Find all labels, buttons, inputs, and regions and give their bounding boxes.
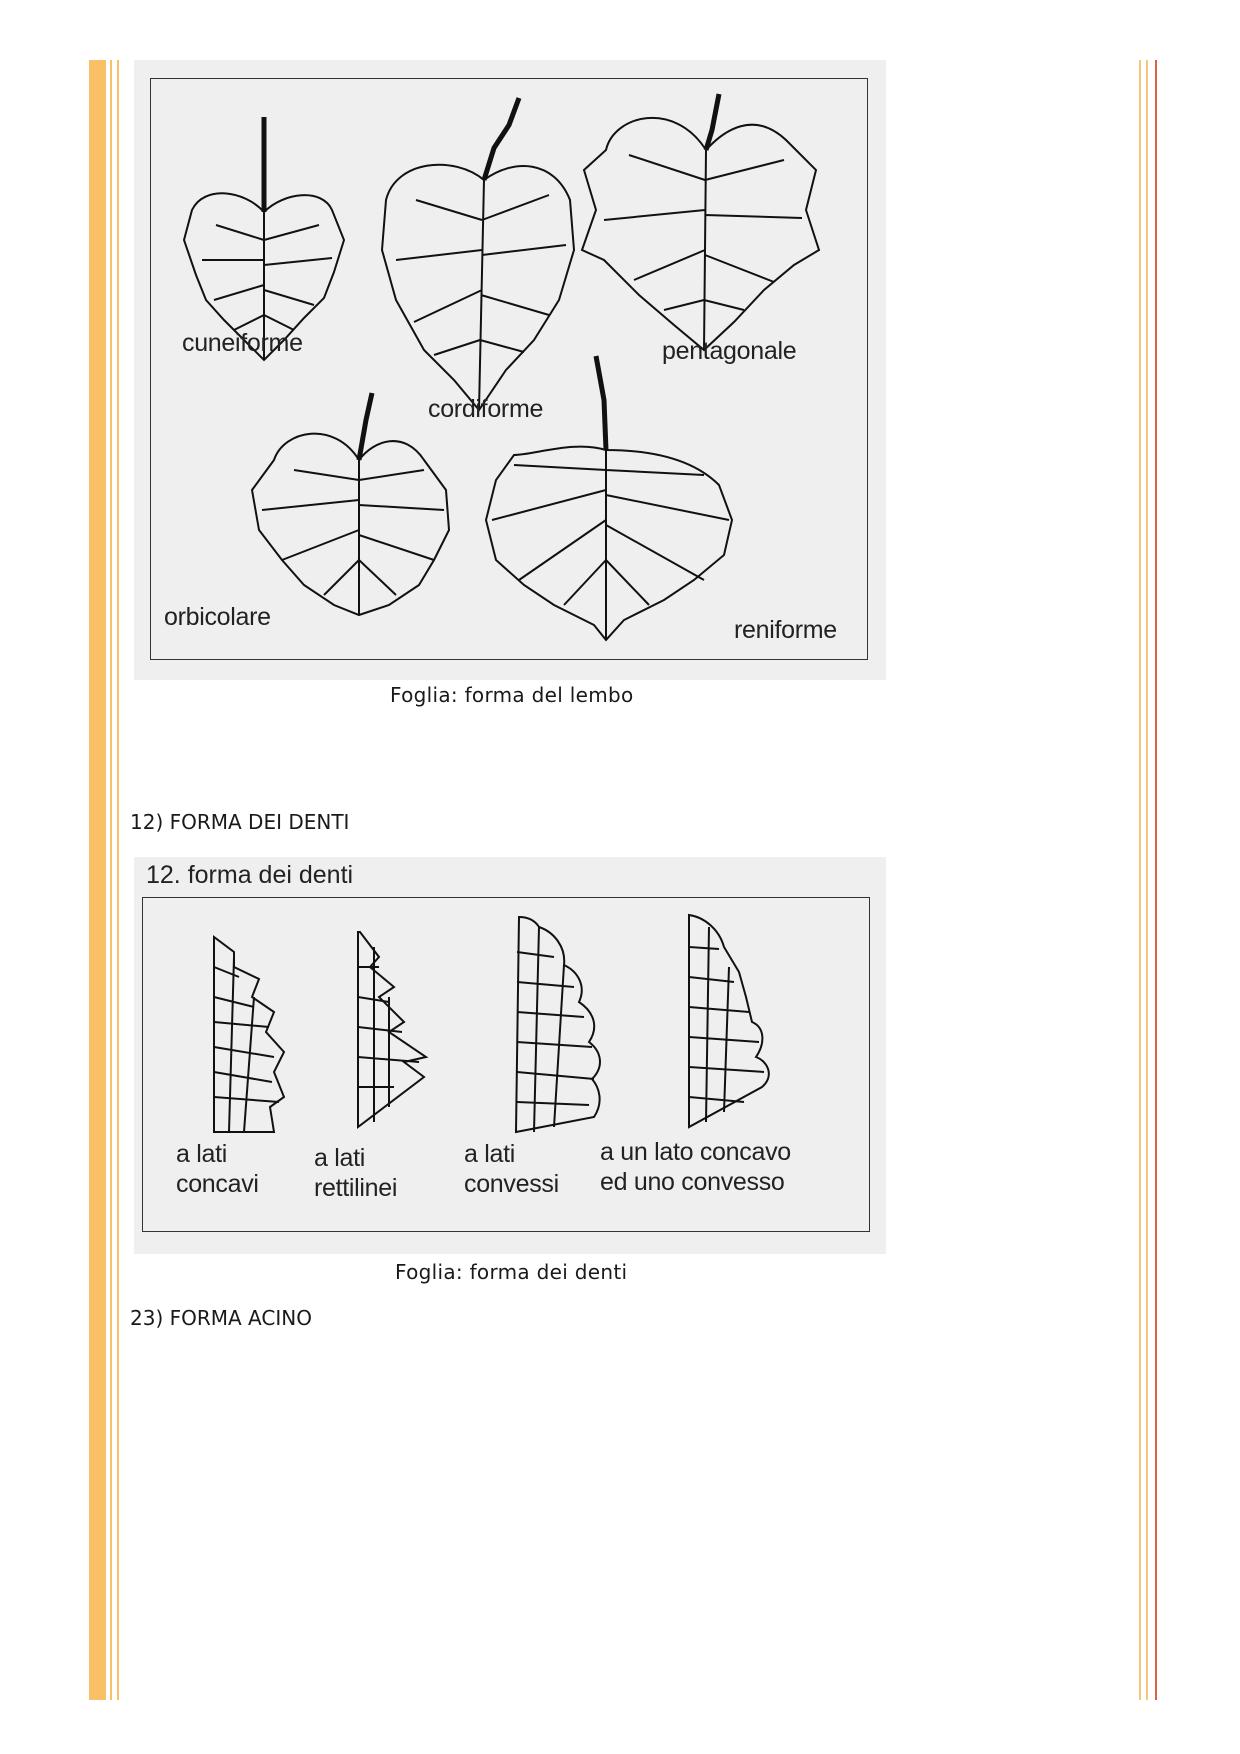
label-a-lati-concavi: a lati concavi — [176, 1140, 259, 1198]
tooth-convessi-drawing — [516, 917, 600, 1132]
figure2-title: 12. forma dei denti — [146, 861, 354, 889]
label-reniforme: reniforme — [734, 616, 837, 644]
left-border-line — [117, 60, 119, 1700]
figure1-caption: Foglia: forma del lembo — [390, 683, 634, 707]
label-lato-concavo-convesso: a un lato concavo ed uno convesso — [600, 1138, 791, 1196]
label-pentagonale: pentagonale — [662, 337, 797, 365]
leaf-shape-figure — [134, 60, 886, 680]
leaf-drawings — [134, 60, 886, 680]
left-border-thick — [89, 60, 106, 1700]
right-border-line — [1139, 60, 1141, 1700]
right-border-line-red — [1155, 60, 1157, 1700]
figure2-caption: Foglia: forma dei denti — [395, 1260, 628, 1284]
tooth-misto-drawing — [689, 915, 769, 1127]
leaf-cuneiforme-drawing — [184, 117, 344, 360]
leaf-cordiforme-drawing — [382, 98, 574, 410]
label-orbicolare: orbicolare — [164, 603, 271, 631]
tooth-rettilinei-drawing — [358, 932, 426, 1127]
right-border-line — [1146, 60, 1148, 1700]
section23-heading: 23) FORMA ACINO — [130, 1306, 312, 1330]
leaf-orbicolare-drawing — [252, 393, 449, 615]
section12-heading: 12) FORMA DEI DENTI — [130, 810, 350, 834]
label-a-lati-convessi: a lati convessi — [464, 1140, 559, 1198]
label-a-lati-rettilinei: a lati rettilinei — [314, 1144, 398, 1202]
tooth-concavi-drawing — [214, 937, 284, 1132]
leaf-pentagonale-drawing — [582, 94, 819, 350]
left-border-line — [110, 60, 112, 1700]
label-cordiforme: cordiforme — [428, 395, 544, 423]
label-cuneiforme: cuneiforme — [182, 329, 303, 357]
tooth-shape-figure — [134, 857, 886, 1254]
